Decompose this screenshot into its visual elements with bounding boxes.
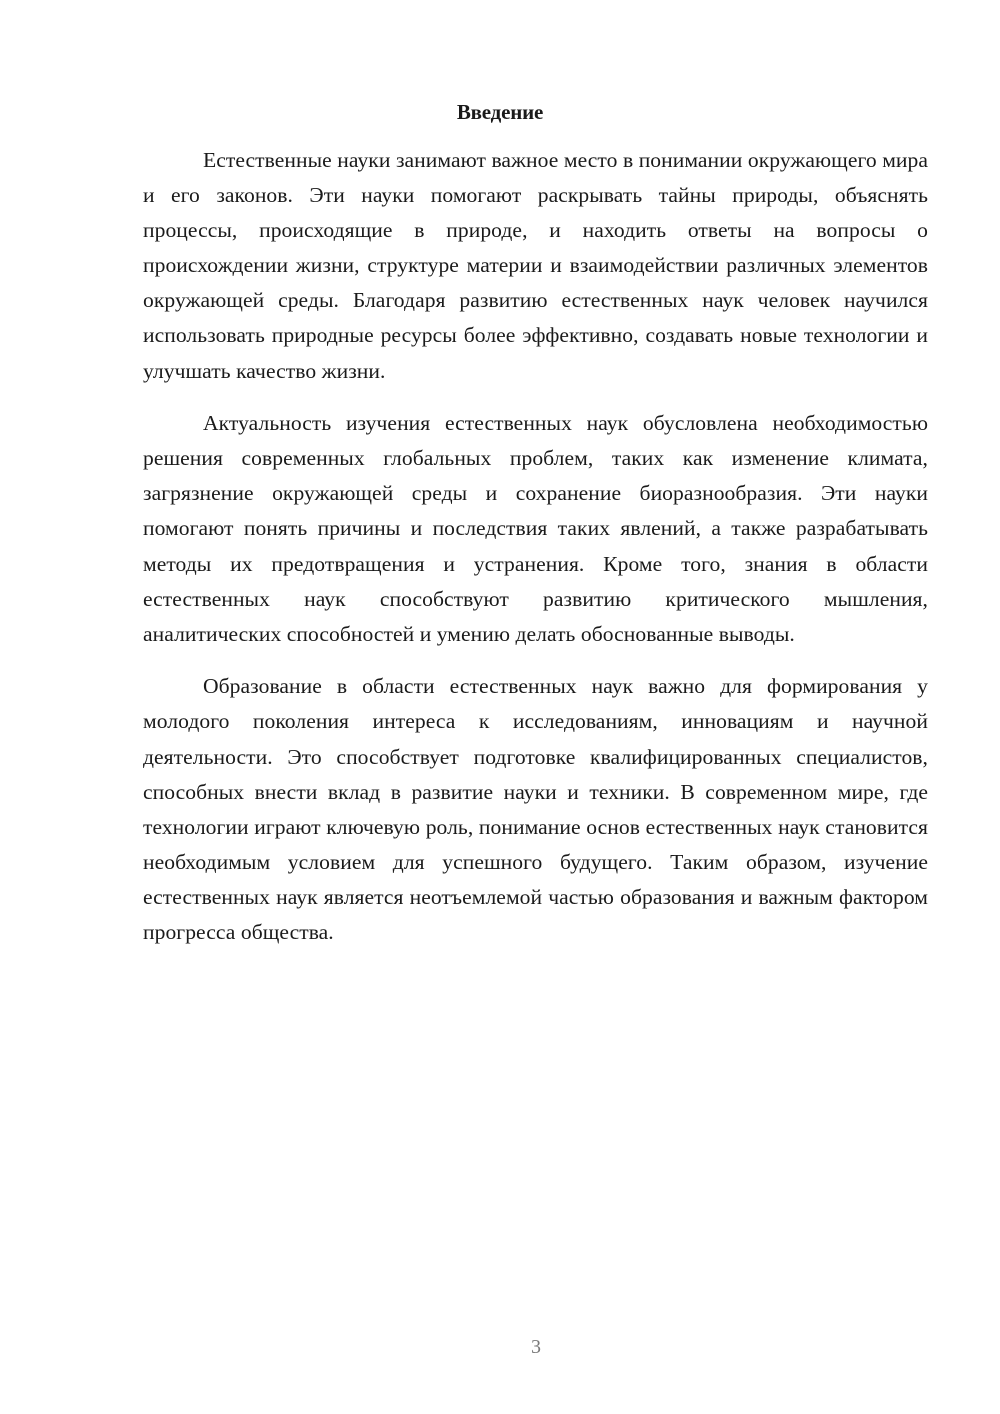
page-number: 3 bbox=[531, 1336, 541, 1358]
section-title: Введение bbox=[456, 100, 544, 124]
paragraph-1: Естественные науки занимают важное место в понимании окружающего мира и его законов. Эти науки помогают раскрывать тайны природы, объяснять процессы, происходящие в природе, и находить ответы на вопросы о происхождении жизни, структуре материи и взаимодействии различных элементов окружающей среды. Благодаря развитию естественных наук человек научился использовать природные ресурсы более эффективно, создавать новые технологии и улучшать качество жизни. bbox=[143, 148, 928, 383]
paragraph-3: Образование в области естественных наук важно для формирования у молодого поколения интереса к исследованиям, инновациям и научной деятельности. Это способствует подготовке квалифицированных специалистов, способных внести вклад в развитие науки и техники. В современном мире, где технологии играют ключевую роль, понимание основ естественных наук становится необходимым условием для успешного будущего. Таким образом, изучение естественных наук является неотъемлемой частью образования и важным фактором прогресса общества. bbox=[143, 674, 928, 944]
paragraph-2: Актуальность изучения естественных наук обусловлена необходимостью решения современных глобальных проблем, таких как изменение климата, загрязнение окружающей среды и сохранение биоразнообразия. Эти науки помогают понять причины и последствия таких явлений, а также разрабатывать методы их предотвращения и устранения. Кроме того, знания в области естественных наук способствуют развитию критического мышления, аналитических способностей и умению делать обоснованные выводы. bbox=[143, 411, 928, 646]
body-text bbox=[143, 143, 928, 950]
